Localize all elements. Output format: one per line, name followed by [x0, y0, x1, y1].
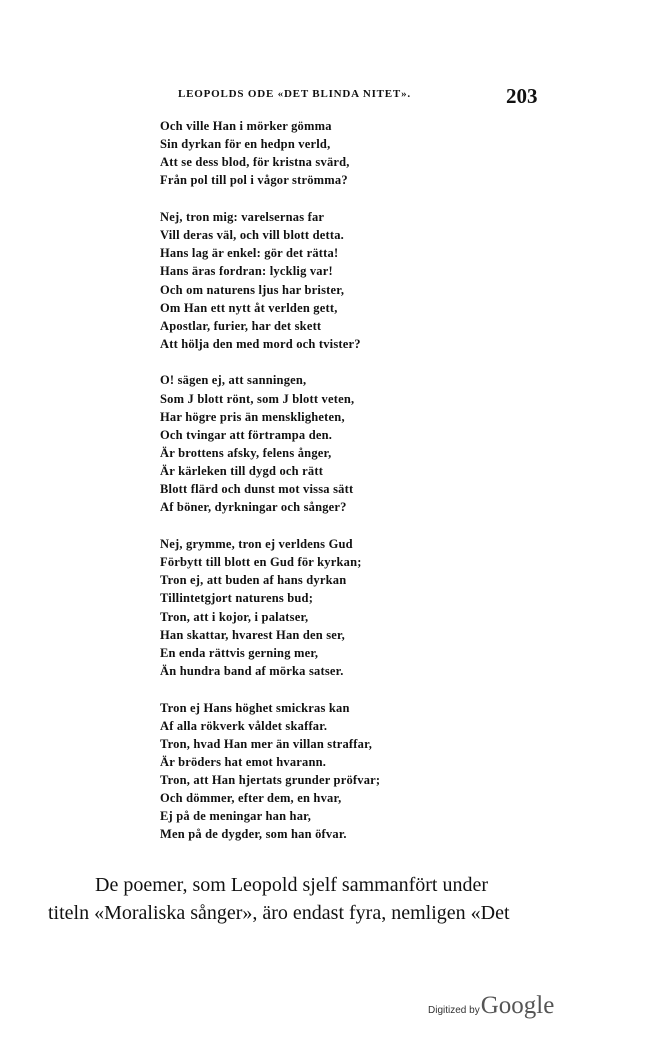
google-logo: Google [480, 992, 555, 1019]
page-number: 203 [506, 84, 538, 108]
digitized-watermark [428, 992, 554, 1020]
verse-line: Tillintetgjort naturens bud; [160, 591, 314, 606]
verse-line: Än hundra band af mörka satser. [160, 663, 344, 678]
stanza-3 [160, 371, 460, 516]
verse-line: Är kärleken till dygd och rätt [160, 464, 324, 479]
verse-line: Och tvingar att förtrampa den. [160, 427, 333, 442]
verse-line: Hans lag är enkel: gör det rätta! [160, 246, 339, 261]
verse-line: Förbytt till blott en Gud för kyrkan; [160, 555, 362, 570]
verse-line: Som J blott rönt, som J blott veten, [160, 391, 355, 406]
verse-line: Tron, hvad Han mer än villan straffar, [160, 736, 373, 751]
verse-line: Om Han ett nytt åt verlden gett, [160, 300, 338, 315]
verse-line: Att hölja den med mord och tvister? [160, 336, 361, 351]
verse-line: Men på de dygder, som han öfvar. [160, 827, 347, 842]
running-head: LEOPOLDS ODE «DET BLINDA NITET». [178, 88, 411, 100]
verse-line: Vill deras väl, och vill blott detta. [160, 228, 345, 243]
verse-line: O! sägen ej, att sanningen, [160, 373, 307, 388]
verse-line: Sin dyrkan för en hedpn verld, [160, 137, 331, 152]
verse-line: Och ville Han i mörker gömma [160, 119, 332, 133]
verse-line: Att se dess blod, för kristna svärd, [160, 155, 350, 170]
verse-line: Och dömmer, efter dem, en hvar, [160, 791, 342, 806]
poem [160, 117, 460, 862]
verse-line: Af böner, dyrkningar och sånger? [160, 500, 347, 515]
verse-line: Och om naturens ljus har brister, [160, 282, 345, 297]
verse-line: Från pol till pol i vågor strömma? [160, 173, 348, 188]
prose-paragraph [48, 871, 548, 927]
verse-line: Han skattar, hvarest Han den ser, [160, 627, 345, 642]
verse-line: En enda rättvis gerning mer, [160, 645, 319, 660]
prose-line: titeln «Moraliska sånger», äro endast fyra, nemligen «Det [48, 902, 510, 924]
verse-line: Tron, att i kojor, i palatser, [160, 609, 309, 624]
verse-line: Nej, grymme, tron ej verldens Gud [160, 536, 353, 551]
verse-line: Har högre pris än menskligheten, [160, 409, 345, 424]
verse-line: Tron, att Han hjertats grunder pröfvar; [160, 773, 381, 788]
stanza-1 [160, 117, 460, 190]
verse-line: Af alla rökverk våldet skaffar. [160, 718, 328, 733]
verse-line: Nej, tron mig: varelsernas far [160, 209, 325, 224]
verse-line: Tron ej, att buden af hans dyrkan [160, 573, 347, 588]
page-header [0, 84, 648, 108]
stanza-5 [160, 699, 460, 844]
verse-line: Ej på de meningar han har, [160, 809, 312, 824]
digitized-by-label: Digitized by [428, 1005, 480, 1016]
verse-line: Är bröders hat emot hvarann. [160, 754, 327, 769]
verse-line: Hans äras fordran: lycklig var! [160, 264, 333, 279]
prose-line: De poemer, som Leopold sjelf sammanfört under [95, 874, 488, 896]
verse-line: Är brottens afsky, felens ånger, [160, 446, 332, 461]
stanza-4 [160, 535, 460, 680]
verse-line: Tron ej Hans höghet smickras kan [160, 700, 350, 715]
verse-line: Blott flärd och dunst mot vissa sätt [160, 482, 354, 497]
stanza-2 [160, 208, 460, 353]
verse-line: Apostlar, furier, har det skett [160, 318, 322, 333]
